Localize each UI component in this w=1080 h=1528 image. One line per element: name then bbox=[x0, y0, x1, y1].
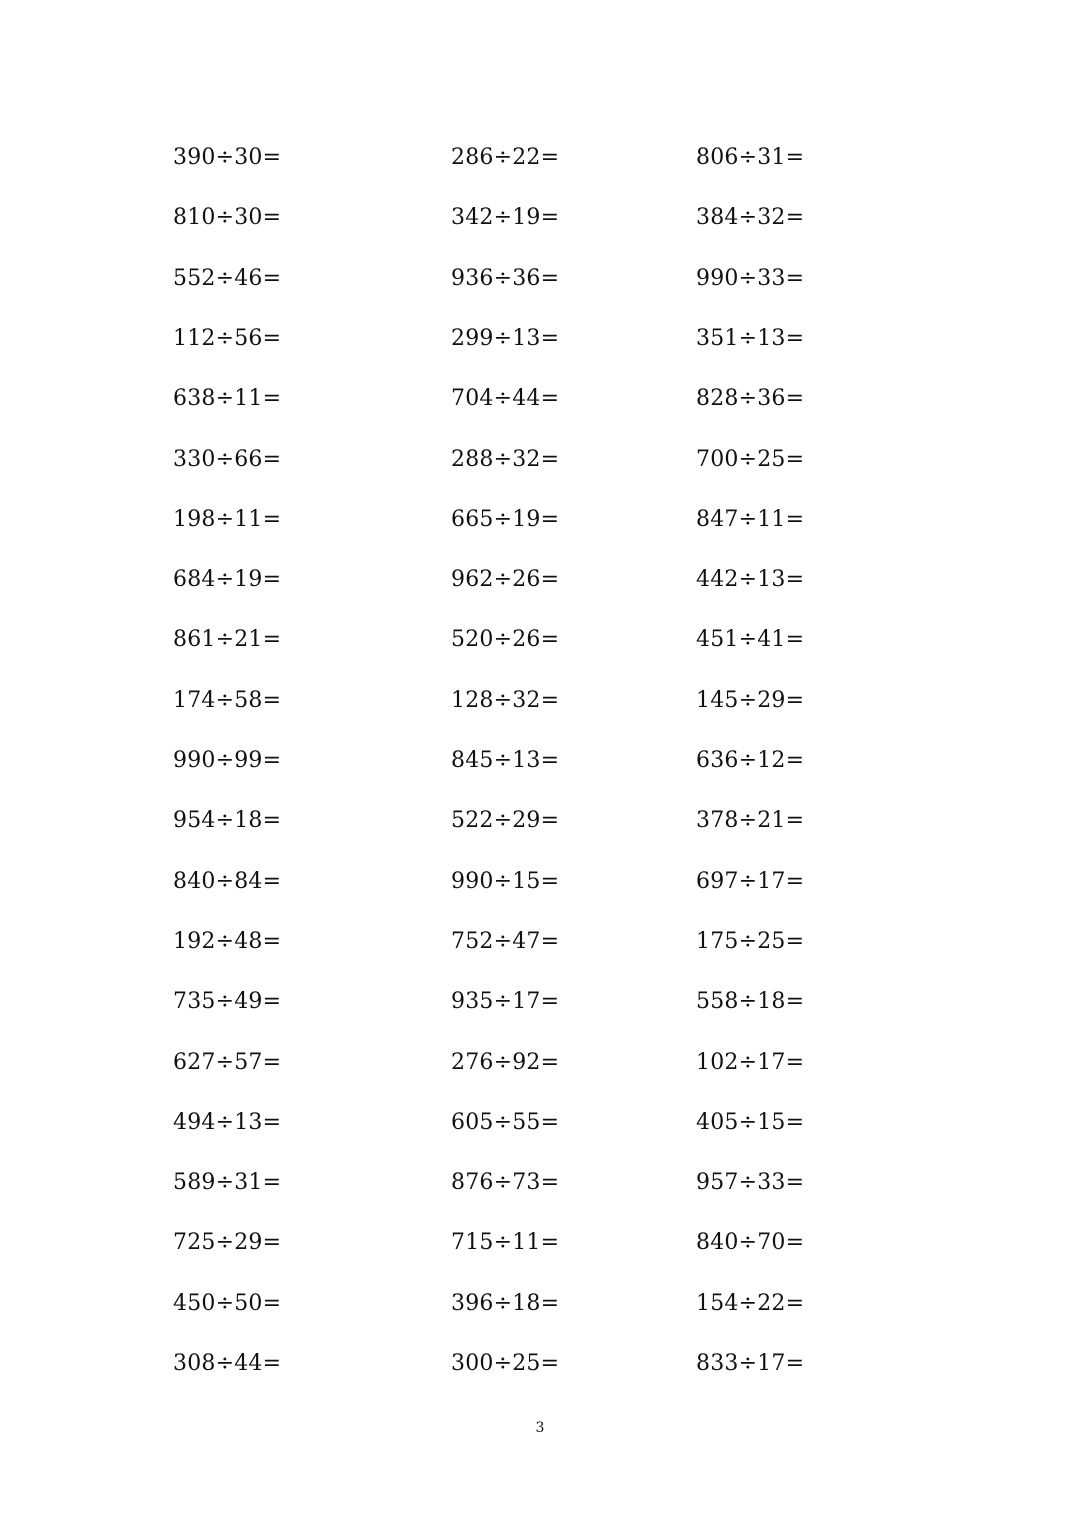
problem-row bbox=[0, 259, 1080, 299]
division-problem: 845÷13= bbox=[451, 748, 560, 773]
problem-row bbox=[0, 1163, 1080, 1203]
division-problem: 308÷44= bbox=[173, 1351, 282, 1376]
problem-row bbox=[0, 379, 1080, 419]
problem-row bbox=[0, 198, 1080, 238]
division-problem: 396÷18= bbox=[451, 1290, 560, 1316]
problem-row bbox=[0, 500, 1080, 540]
division-problem: 300÷25= bbox=[451, 1351, 560, 1376]
division-problem: 351÷13= bbox=[696, 325, 805, 351]
problem-row bbox=[0, 1344, 1080, 1384]
division-problem: 704÷44= bbox=[451, 386, 560, 412]
problem-row bbox=[0, 862, 1080, 902]
problem-row bbox=[0, 801, 1080, 841]
division-problem: 627÷57= bbox=[173, 1049, 282, 1075]
division-problem: 552÷46= bbox=[173, 265, 282, 291]
division-problem: 990÷99= bbox=[173, 748, 282, 773]
division-problem: 174÷58= bbox=[173, 687, 282, 713]
division-problem: 378÷21= bbox=[696, 808, 805, 834]
division-problem: 954÷18= bbox=[173, 808, 282, 834]
division-problem: 494÷13= bbox=[173, 1109, 282, 1135]
division-problem: 175÷25= bbox=[696, 928, 805, 954]
division-problem: 833÷17= bbox=[696, 1351, 805, 1376]
problem-row bbox=[0, 1103, 1080, 1143]
division-problem: 684÷19= bbox=[173, 567, 282, 593]
division-problem: 715÷11= bbox=[451, 1230, 560, 1256]
division-problem: 192÷48= bbox=[173, 928, 282, 954]
division-problem: 299÷13= bbox=[451, 325, 560, 351]
division-problem: 806÷31= bbox=[696, 145, 805, 170]
division-problem: 840÷70= bbox=[696, 1230, 805, 1256]
division-problem: 697÷17= bbox=[696, 868, 805, 894]
division-problem: 725÷29= bbox=[173, 1230, 282, 1256]
division-problem: 145÷29= bbox=[696, 687, 805, 713]
division-problem: 442÷13= bbox=[696, 567, 805, 593]
division-problem: 810÷30= bbox=[173, 205, 282, 231]
division-problem: 990÷15= bbox=[451, 868, 560, 894]
division-problem: 735÷49= bbox=[173, 989, 282, 1015]
division-problem: 330÷66= bbox=[173, 446, 282, 472]
problem-row bbox=[0, 620, 1080, 660]
division-problem: 962÷26= bbox=[451, 567, 560, 593]
division-problem: 700÷25= bbox=[696, 446, 805, 472]
division-problem: 636÷12= bbox=[696, 748, 805, 773]
division-problem: 638÷11= bbox=[173, 386, 282, 412]
division-problem: 522÷29= bbox=[451, 808, 560, 834]
problem-row bbox=[0, 440, 1080, 480]
division-problem: 936÷36= bbox=[451, 265, 560, 291]
division-problem: 451÷41= bbox=[696, 627, 805, 653]
division-problem: 828÷36= bbox=[696, 386, 805, 412]
division-problem: 342÷19= bbox=[451, 205, 560, 231]
problem-row bbox=[0, 1043, 1080, 1083]
division-problem: 128÷32= bbox=[451, 687, 560, 713]
problem-row bbox=[0, 560, 1080, 600]
division-problem: 198÷11= bbox=[173, 506, 282, 532]
problem-row bbox=[0, 319, 1080, 359]
division-problem: 990÷33= bbox=[696, 265, 805, 291]
division-problem: 102÷17= bbox=[696, 1049, 805, 1075]
division-problem: 861÷21= bbox=[173, 627, 282, 653]
problem-row bbox=[0, 741, 1080, 781]
division-problem: 935÷17= bbox=[451, 989, 560, 1015]
division-problem: 520÷26= bbox=[451, 627, 560, 653]
division-problem: 405÷15= bbox=[696, 1109, 805, 1135]
division-problem: 752÷47= bbox=[451, 928, 560, 954]
problem-row bbox=[0, 982, 1080, 1022]
division-problem: 605÷55= bbox=[451, 1109, 560, 1135]
division-problem: 390÷30= bbox=[173, 145, 282, 170]
problem-row bbox=[0, 681, 1080, 721]
page-number: 3 bbox=[535, 1420, 545, 1436]
division-problem: 840÷84= bbox=[173, 868, 282, 894]
division-problem: 558÷18= bbox=[696, 989, 805, 1015]
division-problem: 112÷56= bbox=[173, 325, 282, 351]
problem-row bbox=[0, 922, 1080, 962]
problem-row bbox=[0, 1223, 1080, 1263]
division-problem: 276÷92= bbox=[451, 1049, 560, 1075]
division-problem: 589÷31= bbox=[173, 1170, 282, 1196]
problem-row bbox=[0, 138, 1080, 178]
division-problem: 665÷19= bbox=[451, 506, 560, 532]
problem-row bbox=[0, 1284, 1080, 1324]
division-problem: 286÷22= bbox=[451, 145, 560, 170]
division-problem: 384÷32= bbox=[696, 205, 805, 231]
division-problem: 450÷50= bbox=[173, 1290, 282, 1316]
division-problem: 847÷11= bbox=[696, 506, 805, 532]
division-problem: 154÷22= bbox=[696, 1290, 805, 1316]
division-problem: 957÷33= bbox=[696, 1170, 805, 1196]
division-problem: 288÷32= bbox=[451, 446, 560, 472]
division-problem: 876÷73= bbox=[451, 1170, 560, 1196]
